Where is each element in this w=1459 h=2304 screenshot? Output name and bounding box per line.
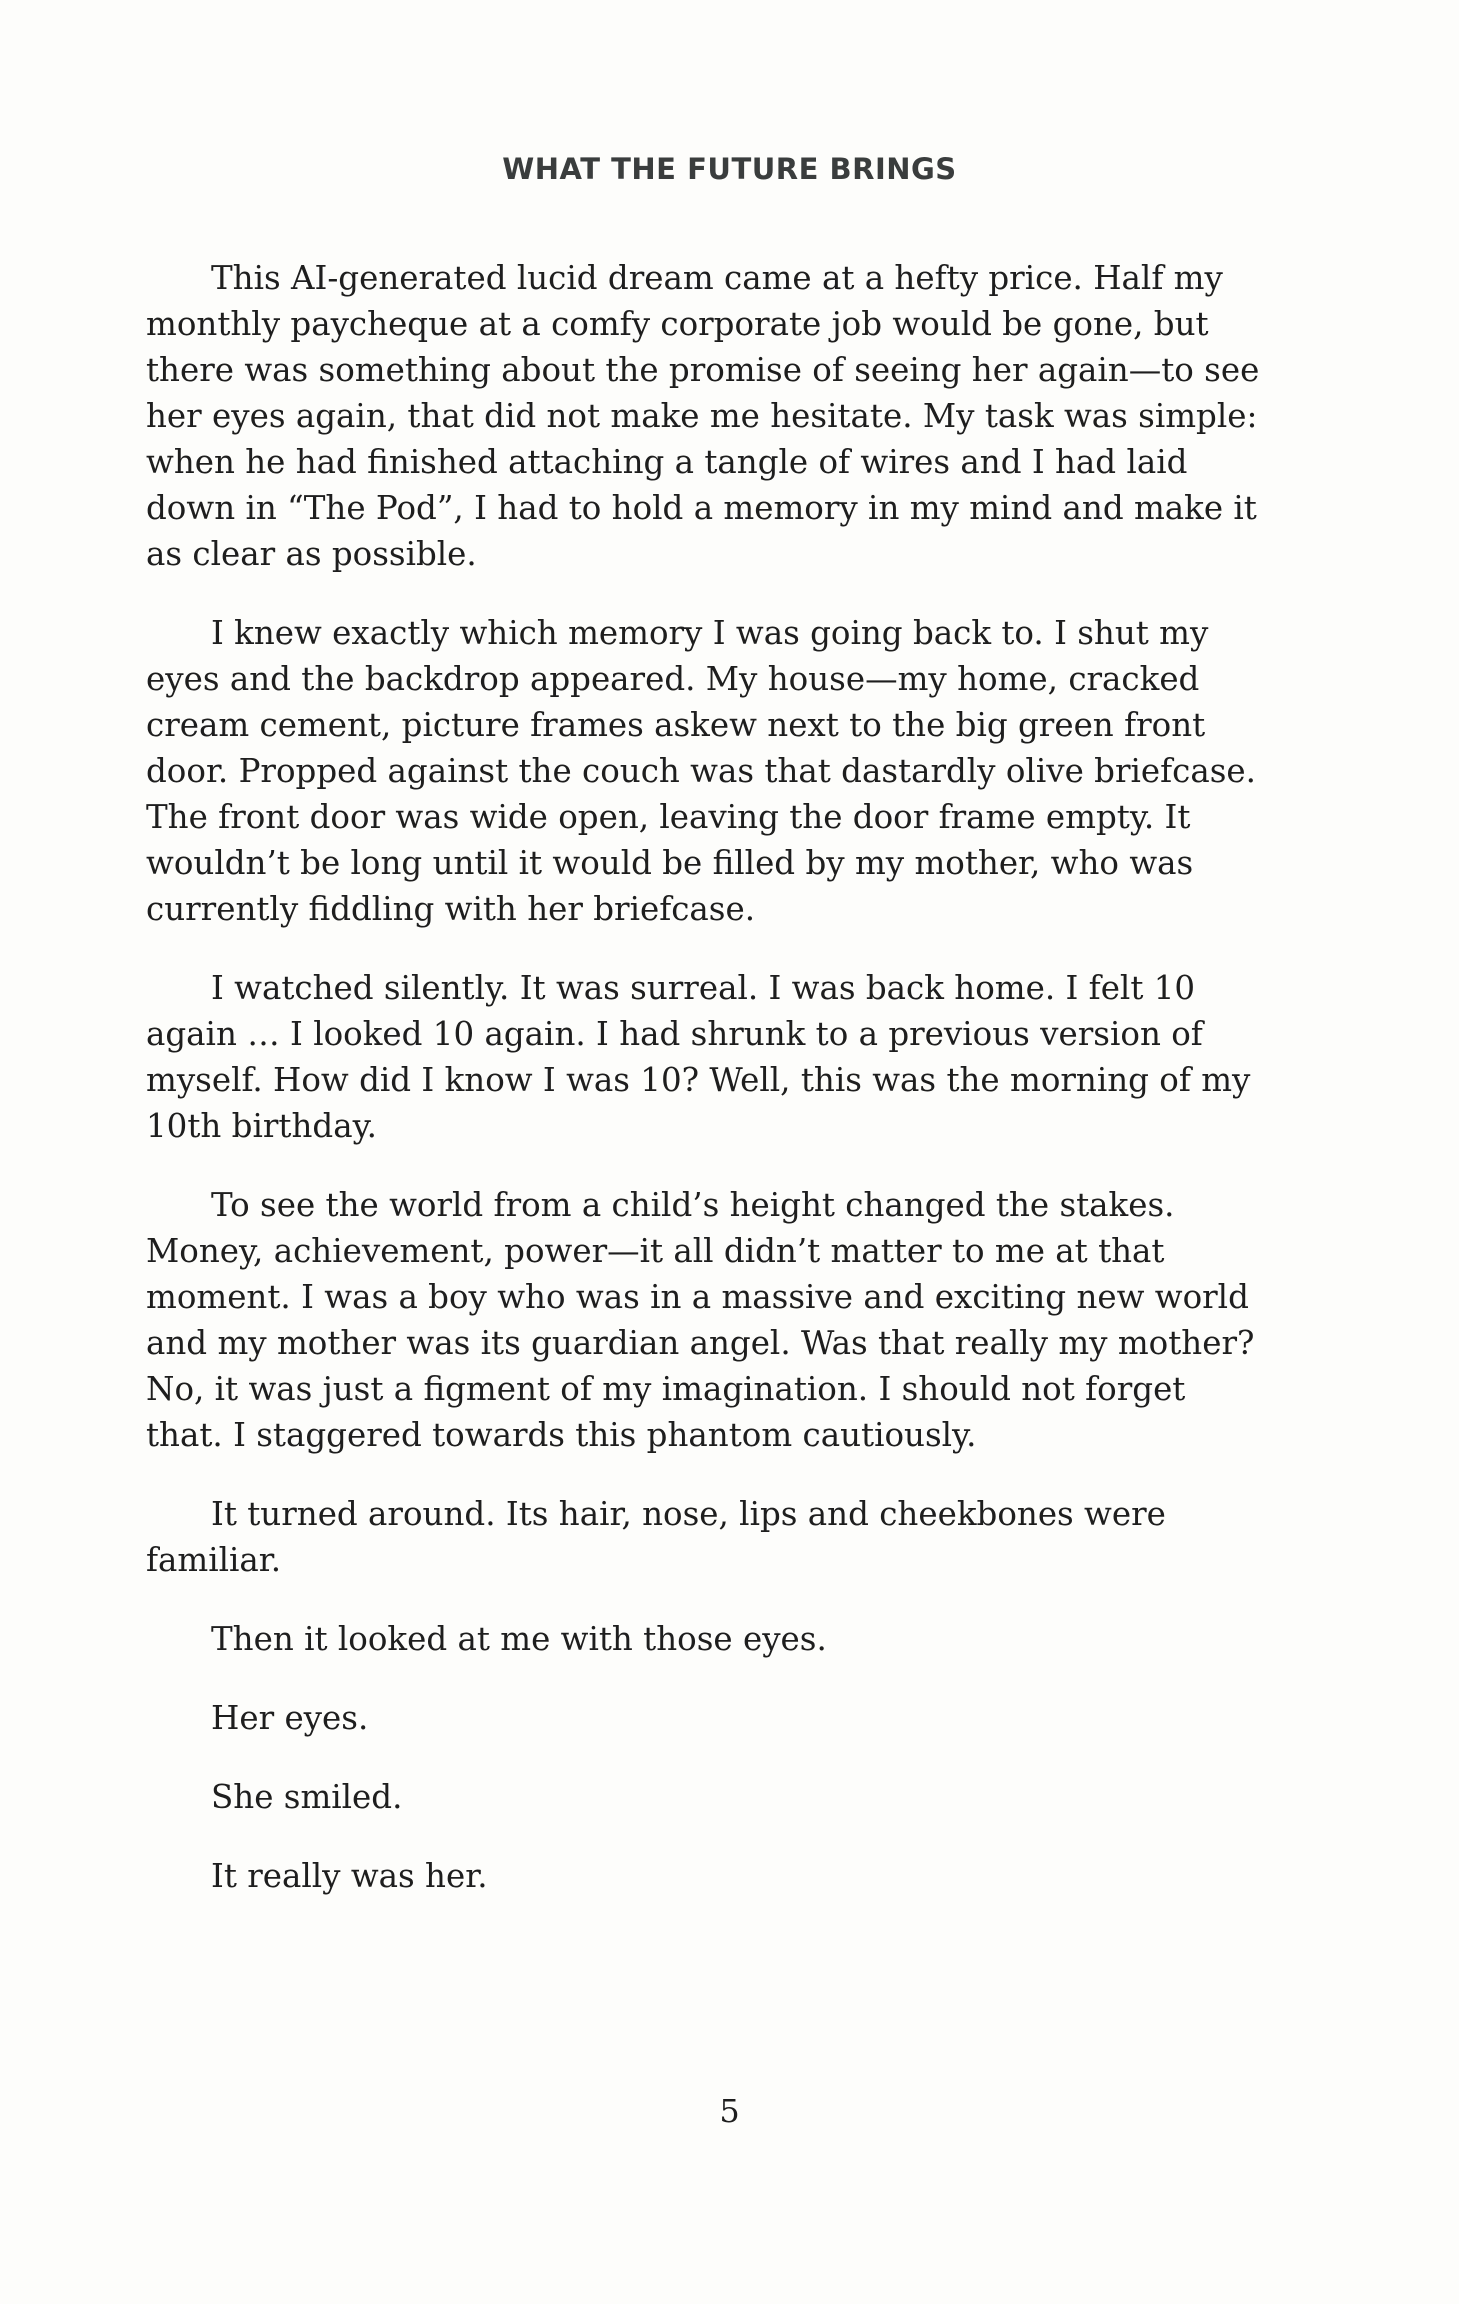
page-number: 5	[719, 2092, 740, 2130]
paragraph: This AI-generated lucid dream came at a hefty price. Half my monthly paycheque at a comfy corporate job would be gone, but there was something about the promise of seeing her again—to see her eyes again, that did not make me hesitate. My task was simple: when he had finished attaching a tangle of wires and I had laid down in “The Pod”, I had to hold a memory in my mind and make it as clear as possible.	[146, 259, 1260, 573]
paragraph: It turned around. Its hair, nose, lips and cheekbones were familiar.	[146, 1495, 1166, 1579]
paragraph: Her eyes.	[211, 1699, 369, 1737]
body-text	[146, 255, 1261, 1932]
paragraph: To see the world from a child’s height changed the stakes. Money, achievement, power—it all didn’t matter to me at that moment. I was a boy who was in a massive and exciting new world and my mother was its guardian angel. Was that really my mother? No, it was just a figment of my imagination. I should not forget that. I staggered towards this phantom cautiously.	[146, 1186, 1255, 1454]
paragraph: I knew exactly which memory I was going back to. I shut my eyes and the backdrop appeared. My house—my home, cracked cream cement, picture frames askew next to the big green front door. Propped against the couch was that dastardly olive briefcase. The front door was wide open, leaving the door frame empty. It wouldn’t be long until it would be filled by my mother, who was currently fiddling with her briefcase.	[146, 614, 1256, 928]
paragraph: It really was her.	[211, 1857, 488, 1895]
running-header: WHAT THE FUTURE BRINGS	[502, 152, 957, 186]
paragraph: I watched silently. It was surreal. I was back home. I felt 10 again … I looked 10 again. I had shrunk to a previous version of myself. How did I know I was 10? Well, this was the morning of my 10th birthday.	[146, 969, 1251, 1145]
paragraph: She smiled.	[211, 1778, 403, 1816]
paragraph: Then it looked at me with those eyes.	[211, 1620, 827, 1658]
